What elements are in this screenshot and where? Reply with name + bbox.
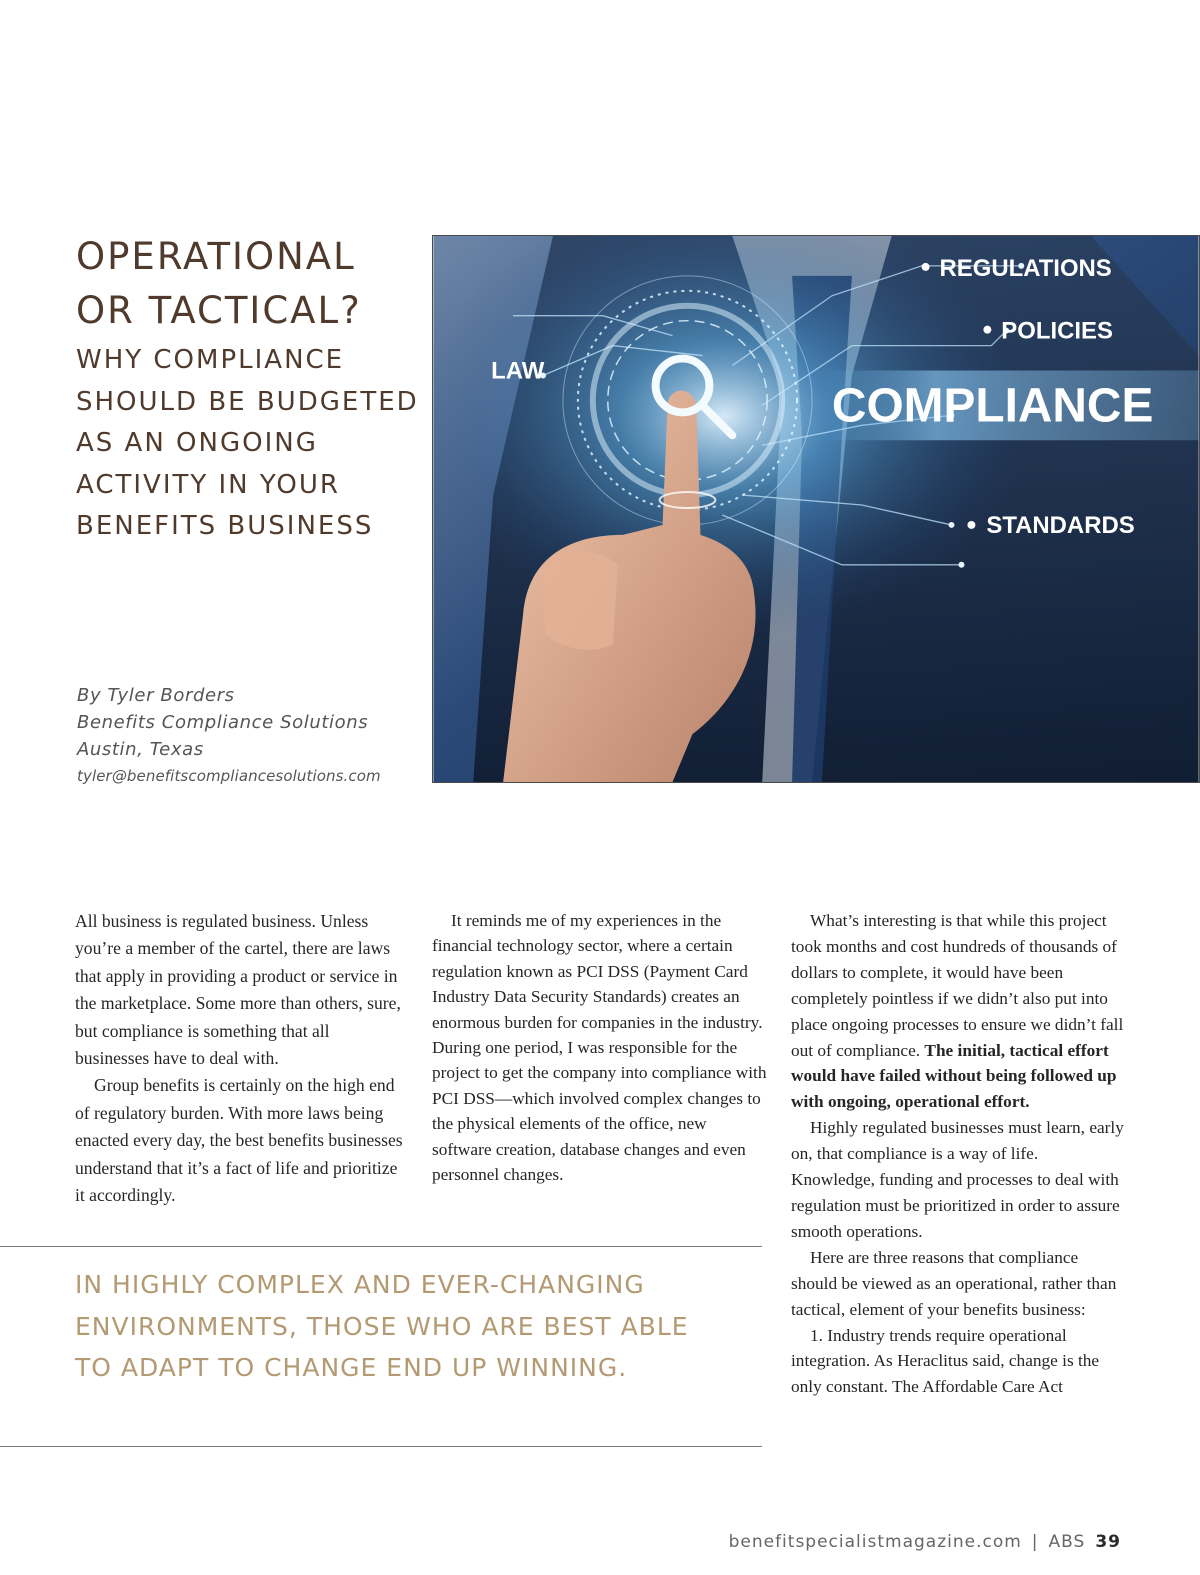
paragraph: All business is regulated business. Unless you’re a member of the cartel, there are laws that apply in providing a product or service in the marketplace. Some more than others, sure, but compliance is something that all businesses have to deal with. [75, 911, 401, 1069]
label-compliance: COMPLIANCE [831, 379, 1154, 433]
paragraph: Highly regulated businesses must learn, early on, that compliance is a way of life. Knowledge, funding and processes to deal with regulation must be prioritized in order to assure smooth operations. [791, 1118, 1124, 1241]
emphasis-text: The initial, tactical effort would have failed without being followed up with ongoing, operational effort. [791, 1040, 1117, 1112]
byline-email: tyler@benefitscompliancesolutions.com [77, 767, 381, 785]
footer-section: ABS [1048, 1532, 1086, 1552]
pullquote: IN HIGHLY COMPLEX AND EVER-CHANGING ENVIRONMENTS, THOSE WHO ARE BEST ABLE TO ADAPT TO CHANGE END UP WINNING. [75, 1270, 689, 1383]
byline [77, 682, 427, 790]
article-subtitle: WHY COMPLIANCE SHOULD BE BUDGETED AS AN ONGOING ACTIVITY IN YOUR BENEFITS BUSINESS [76, 345, 419, 542]
label-law: LAW [491, 357, 545, 385]
paragraph [791, 908, 1126, 1115]
label-standards: STANDARDS [986, 511, 1135, 539]
page-number: 39 [1095, 1532, 1121, 1552]
paragraph-text: What’s interesting is that while this project took months and cost hundreds of thousands of dollars to complete, it would have been completely pointless if we didn’t also put into place ongoing processes to ensure we didn’t fall out of compliance. [791, 911, 1124, 1060]
page-footer [729, 1532, 1121, 1552]
paragraph: Group benefits is certainly on the high end of regulatory burden. With more laws being enacted every day, the best benefits businesses understand that it’s a fact of life and prioritize it accordingly. [75, 1075, 403, 1206]
label-policies: POLICIES [1001, 317, 1113, 345]
body-column-1 [75, 908, 407, 1209]
article-title: OPERATIONAL OR TACTICAL? [76, 235, 362, 332]
byline-author: By Tyler Borders [77, 685, 235, 706]
pullquote-rule-bottom [0, 1446, 762, 1447]
label-regulations: REGULATIONS [939, 254, 1112, 282]
body-column-3 [791, 908, 1126, 1400]
byline-company: Benefits Compliance Solutions [77, 712, 369, 733]
byline-location: Austin, Texas [77, 739, 204, 760]
hero-image [432, 235, 1200, 783]
pullquote-rule-top [0, 1246, 762, 1247]
paragraph: It reminds me of my experiences in the financial technology sector, where a certain regulation known as PCI DSS (Payment Card Industry Data Security Standards) creates an enormous burden for companies in the industry. During one period, I was responsible for the project to get the company into compliance with PCI DSS—which involved complex changes to the physical elements of the office, new software creation, database changes and even personnel changes. [432, 911, 767, 1185]
footer-site: benefitspecialistmagazine.com [728, 1532, 1022, 1552]
paragraph: 1. Industry trends require operational integration. As Heraclitus said, change is the only constant. The Affordable Care Act [791, 1325, 1100, 1397]
footer-separator: | [1031, 1532, 1039, 1552]
paragraph: Here are three reasons that compliance should be viewed as an operational, rather than tactical, element of your benefits business: [791, 1247, 1117, 1319]
compliance-illustration [433, 236, 1199, 782]
body-column-2 [432, 908, 767, 1187]
